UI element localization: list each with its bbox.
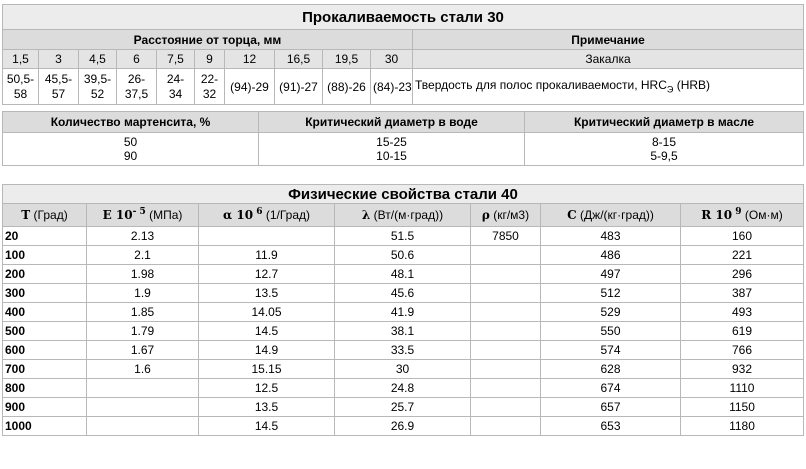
- value-cell: 30: [335, 360, 471, 379]
- value-cell: [471, 341, 541, 360]
- value-cell: 1.9: [87, 284, 199, 303]
- value-cell: 1150: [681, 398, 804, 417]
- value-cell: [471, 265, 541, 284]
- value-cell: [471, 360, 541, 379]
- value-cell: 574: [541, 341, 681, 360]
- table-row: [3, 341, 804, 360]
- temperature-cell: 200: [3, 265, 87, 284]
- value-cell: 41.9: [335, 303, 471, 322]
- value-cell: 38.1: [335, 322, 471, 341]
- value-cell: 1.85: [87, 303, 199, 322]
- hardness-cell: (84)-23: [371, 69, 413, 105]
- hardness-cell: 26- 37,5: [117, 69, 157, 105]
- distance-cell: 6: [117, 50, 157, 69]
- oil-header: Критический диаметр в масле: [525, 112, 804, 133]
- critical-diameter-table: [2, 111, 804, 166]
- value-cell: 50.6: [335, 246, 471, 265]
- value-cell: 1180: [681, 417, 804, 436]
- value-cell: 33.5: [335, 341, 471, 360]
- value-cell: 25.7: [335, 398, 471, 417]
- value-cell: 13.5: [199, 398, 335, 417]
- temperature-cell: 800: [3, 379, 87, 398]
- distance-cell: 30: [371, 50, 413, 69]
- water-values: 15-25 10-15: [259, 133, 525, 166]
- value-cell: 2.13: [87, 227, 199, 246]
- value-cell: 15.15: [199, 360, 335, 379]
- note-header: Примечание: [413, 30, 804, 50]
- distance-header: Расстояние от торца, мм: [3, 30, 413, 50]
- value-cell: 1.67: [87, 341, 199, 360]
- value-cell: 1.98: [87, 265, 199, 284]
- value-cell: 11.9: [199, 246, 335, 265]
- temperature-cell: 900: [3, 398, 87, 417]
- temperature-cell: 300: [3, 284, 87, 303]
- table-row: [3, 398, 804, 417]
- hardness-cell: 50,5- 58: [3, 69, 39, 105]
- value-cell: 529: [541, 303, 681, 322]
- distance-cell: 3: [39, 50, 79, 69]
- value-cell: 12.5: [199, 379, 335, 398]
- value-cell: [199, 227, 335, 246]
- distance-cell: 9: [195, 50, 225, 69]
- value-cell: 486: [541, 246, 681, 265]
- value-cell: 497: [541, 265, 681, 284]
- property-header: λ (Вт/(м·град)): [335, 204, 471, 227]
- value-cell: 387: [681, 284, 804, 303]
- hardness-cell: 24- 34: [157, 69, 195, 105]
- value-cell: 932: [681, 360, 804, 379]
- value-cell: 512: [541, 284, 681, 303]
- property-header: E $10^{- 5}$ (МПа): [87, 204, 199, 227]
- distance-cell: 16,5: [275, 50, 323, 69]
- property-header: R 10 $^9$ (Ом·м): [681, 204, 804, 227]
- value-cell: [471, 284, 541, 303]
- value-cell: 674: [541, 379, 681, 398]
- value-cell: 51.5: [335, 227, 471, 246]
- value-cell: 14.05: [199, 303, 335, 322]
- value-cell: 483: [541, 227, 681, 246]
- value-cell: 628: [541, 360, 681, 379]
- temperature-cell: 1000: [3, 417, 87, 436]
- value-cell: [471, 398, 541, 417]
- value-cell: [471, 246, 541, 265]
- table-row: [3, 303, 804, 322]
- value-cell: 1.6: [87, 360, 199, 379]
- temperature-cell: 20: [3, 227, 87, 246]
- distance-cell: 4,5: [79, 50, 117, 69]
- value-cell: [471, 303, 541, 322]
- value-cell: 160: [681, 227, 804, 246]
- hardness-cell: (88)-26: [323, 69, 371, 105]
- property-header: T (Град): [3, 204, 87, 227]
- note-hardness: Твердость для полос прокаливаемости, $HRC_Э$ (HRB): [413, 69, 804, 105]
- value-cell: 26.9: [335, 417, 471, 436]
- property-header: α 10 $^6$ (1/Град): [199, 204, 335, 227]
- value-cell: 45.6: [335, 284, 471, 303]
- distance-cell: 19,5: [323, 50, 371, 69]
- distance-cell: 12: [225, 50, 275, 69]
- temperature-cell: 500: [3, 322, 87, 341]
- table-row: [3, 246, 804, 265]
- value-cell: 24.8: [335, 379, 471, 398]
- value-cell: [471, 417, 541, 436]
- oil-values: 8-15 5-9,5: [525, 133, 804, 166]
- value-cell: 2.1: [87, 246, 199, 265]
- hardness-cell: (91)-27: [275, 69, 323, 105]
- hardness-cell: 45,5- 57: [39, 69, 79, 105]
- value-cell: 12.7: [199, 265, 335, 284]
- value-cell: 550: [541, 322, 681, 341]
- value-cell: 14.5: [199, 322, 335, 341]
- value-cell: 657: [541, 398, 681, 417]
- martensite-header: Количество мартенсита, %: [3, 112, 259, 133]
- value-cell: 296: [681, 265, 804, 284]
- table-row: [3, 417, 804, 436]
- value-cell: 1.79: [87, 322, 199, 341]
- table-row: [3, 322, 804, 341]
- temperature-cell: 700: [3, 360, 87, 379]
- property-header: ρ (кг/м3): [471, 204, 541, 227]
- table-row: [3, 284, 804, 303]
- value-cell: [87, 379, 199, 398]
- table-row: [3, 265, 804, 284]
- distance-cell: 1,5: [3, 50, 39, 69]
- hardness-cell: 22- 32: [195, 69, 225, 105]
- hardenability-table: [2, 4, 804, 105]
- value-cell: 7850: [471, 227, 541, 246]
- value-cell: 14.9: [199, 341, 335, 360]
- note-hardening: Закалка: [413, 50, 804, 69]
- value-cell: 14.5: [199, 417, 335, 436]
- value-cell: 619: [681, 322, 804, 341]
- hardness-cell: (94)-29: [225, 69, 275, 105]
- value-cell: 766: [681, 341, 804, 360]
- value-cell: [471, 322, 541, 341]
- value-cell: [471, 379, 541, 398]
- value-cell: [87, 398, 199, 417]
- hardenability-title: Прокаливаемость стали 30: [3, 5, 804, 30]
- value-cell: 1110: [681, 379, 804, 398]
- properties-title: Физические свойства стали 40: [3, 185, 804, 204]
- martensite-values: 50 90: [3, 133, 259, 166]
- value-cell: 13.5: [199, 284, 335, 303]
- value-cell: [87, 417, 199, 436]
- property-header: C (Дж/(кг·град)): [541, 204, 681, 227]
- hardness-cell: 39,5- 52: [79, 69, 117, 105]
- physical-properties-table: [2, 184, 804, 436]
- table-row: [3, 360, 804, 379]
- temperature-cell: 600: [3, 341, 87, 360]
- distance-cell: 7,5: [157, 50, 195, 69]
- value-cell: 221: [681, 246, 804, 265]
- temperature-cell: 400: [3, 303, 87, 322]
- temperature-cell: 100: [3, 246, 87, 265]
- value-cell: 653: [541, 417, 681, 436]
- table-row: [3, 379, 804, 398]
- value-cell: 48.1: [335, 265, 471, 284]
- table-row: [3, 227, 804, 246]
- water-header: Критический диаметр в воде: [259, 112, 525, 133]
- value-cell: 493: [681, 303, 804, 322]
